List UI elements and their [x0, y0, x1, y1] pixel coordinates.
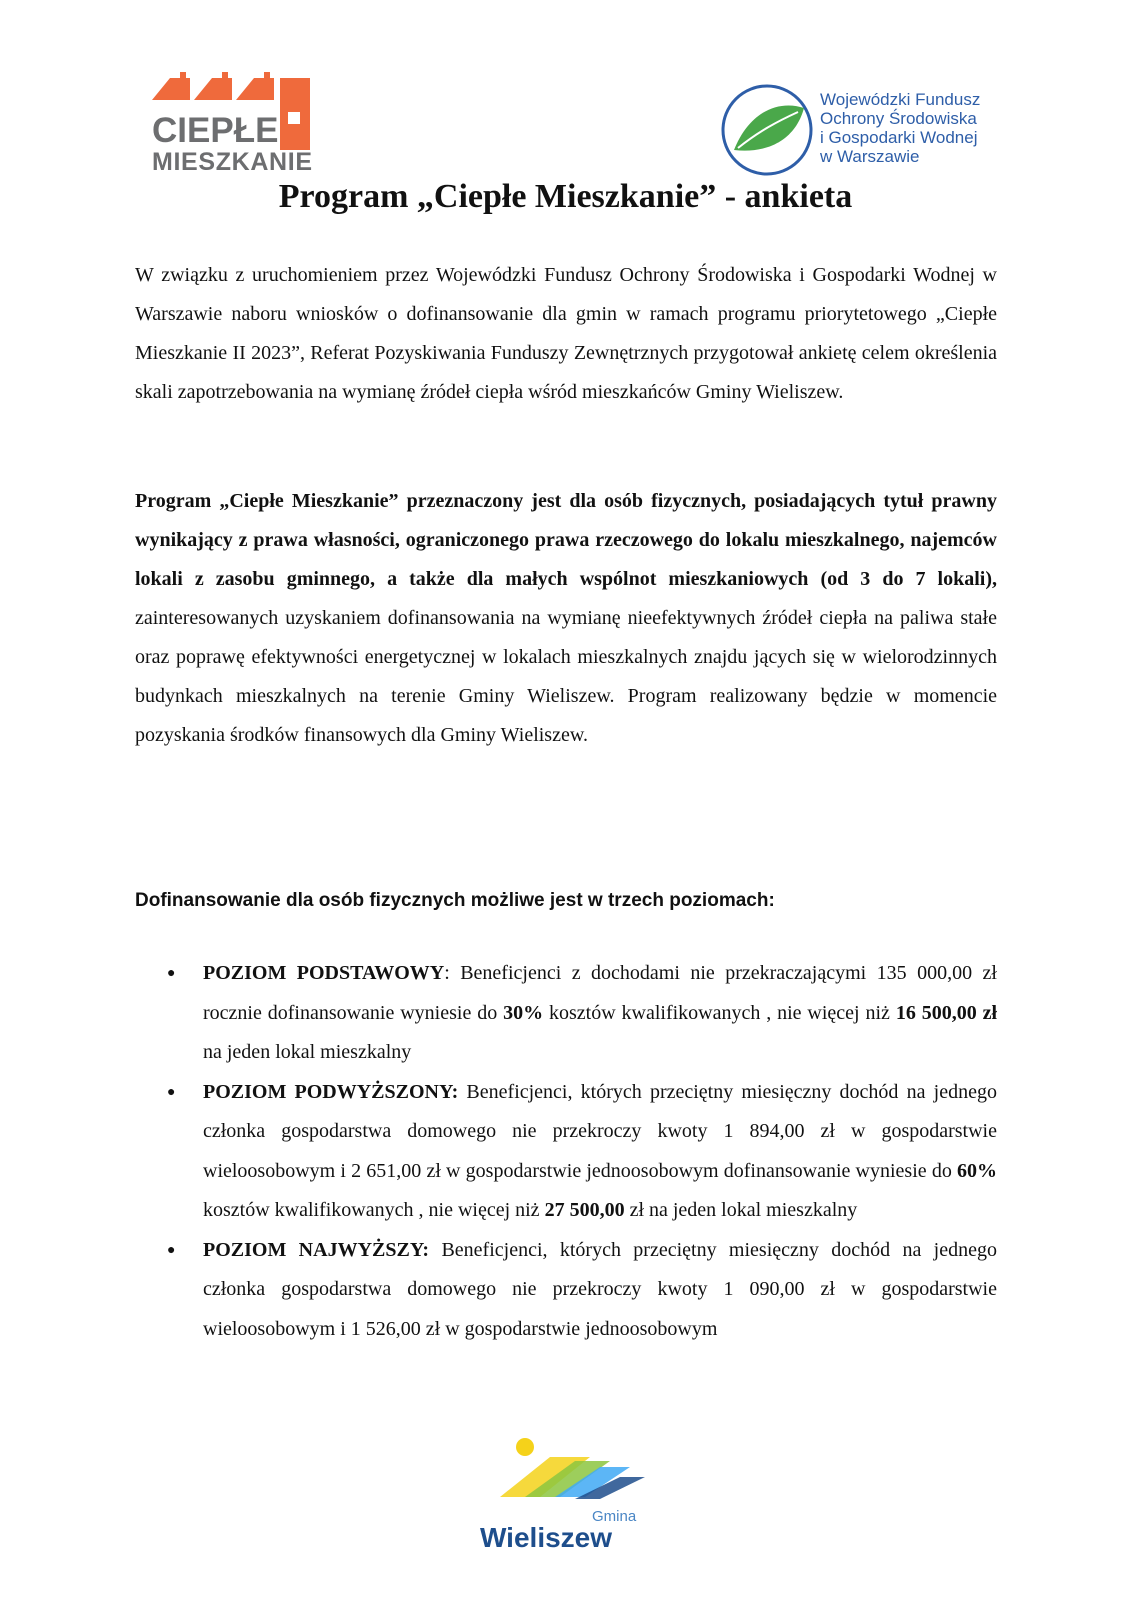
- cieple-mieszkanie-logo: [150, 60, 330, 180]
- logo-line2: MIESZKANIE: [152, 148, 312, 176]
- levels-heading: Dofinansowanie dla osób fizycznych możliwe jest w trzech poziomach:: [135, 890, 775, 911]
- wfosigw-logo: [720, 80, 1010, 180]
- gmina-label: Gmina: [592, 1508, 637, 1525]
- gmina-wieliszew-logo: [480, 1435, 660, 1550]
- level-percent: 60%: [957, 1159, 997, 1182]
- wfos-line-1: Wojewódzki Fundusz: [820, 90, 981, 109]
- intro-paragraph: W związku z uruchomieniem przez Wojewódzki Fundusz Ochrony Środowiska i Gospodarki Wodnej w Warszawie naboru wniosków o dofinansowanie dla gmin w ramach programu priorytetowego „Ciepłe Mieszkanie II 2023”, Referat Pozyskiwania Funduszy Zewnętrznych przygotował ankietę celem określenia skali zapotrzebowania na wymianę źródeł ciepła wśród mieszkańców Gminy Wieliszew.: [135, 264, 997, 403]
- level-text: zł na jeden lokal mieszkalny: [624, 1199, 858, 1221]
- level-amount: 27 500,00: [544, 1199, 625, 1221]
- page-title: Program „Ciepłe Mieszkanie” - ankieta: [278, 178, 853, 215]
- leaf-circle-icon: [723, 86, 811, 174]
- level-amount: 16 500,00 zł: [895, 1001, 998, 1024]
- wfos-line-2: Ochrony Środowiska: [820, 109, 977, 128]
- wieliszew-label: Wieliszew: [480, 1522, 613, 1550]
- list-item: [135, 1073, 997, 1231]
- level-text: Beneficjenci, których przeciętny miesięczny dochód na jednego członka gospodarstwa domowego nie przekroczy kwoty 1 090,00 zł w gospodarstwie wieloosobowym i 1 526,00 zł w gospodarstwie jednoosobowym: [203, 1238, 997, 1340]
- sun-stripes-icon: [500, 1438, 645, 1499]
- level-text: : Beneficjenci z dochodami nie przekraczającymi 135 000,00 zł rocznie dofinansowanie wyniesie do: [203, 962, 997, 1024]
- wfos-line-3: i Gospodarki Wodnej: [820, 128, 978, 147]
- level-text: kosztów kwalifikowanych , nie więcej niż: [203, 1199, 545, 1221]
- level-text: Beneficjenci, których przeciętny miesięczny dochód na jednego członka gospodarstwa domowego nie przekroczy kwoty 1 894,00 zł w gospodarstwie wieloosobowym i 2 651,00 zł w gospodarstwie jednoosobowym dofinansowanie wyniesie do: [203, 1080, 997, 1182]
- level-text: na jeden lokal mieszkalny: [203, 1041, 412, 1063]
- list-item: [135, 954, 997, 1073]
- levels-list: [135, 954, 997, 1349]
- level-percent: 30%: [503, 1001, 544, 1024]
- program-bold-text: Program „Ciepłe Mieszkanie” przeznaczony jest dla osób fizycznych, posiadających tytuł prawny wynikający z prawa własności, ograniczonego prawa rzeczowego do lokalu mieszkalnego, najemców lokali z zasobu gminnego, a także dla małych wspólnot mieszkaniowych (od 3 do 7 lokali),: [135, 490, 997, 590]
- program-paragraph: [135, 482, 997, 755]
- level-name: POZIOM PODSTAWOWY: [203, 962, 445, 984]
- list-item: [135, 1231, 997, 1350]
- wfos-line-4: w Warszawie: [820, 147, 920, 166]
- bullet-icon: ●: [167, 966, 176, 981]
- level-name: POZIOM PODWYŻSZONY:: [203, 1080, 459, 1103]
- logo-line1: CIEPŁE: [152, 111, 279, 150]
- program-rest-text: zainteresowanych uzyskaniem dofinansowania na wymianę nieefektywnych źródeł ciepła na paliwa stałe oraz poprawę efektywności energetycznej w lokalach mieszkalnych znajdu jących się w wielorodzinnych budynkach mieszkalnych na terenie Gminy Wieliszew. Program realizowany będzie w momencie pozyskania środków finansowych dla Gminy Wieliszew.: [135, 607, 997, 746]
- bullet-icon: ●: [167, 1084, 176, 1100]
- level-name: POZIOM NAJWYŻSZY:: [203, 1238, 430, 1261]
- bullet-icon: ●: [167, 1242, 176, 1258]
- level-text: kosztów kwalifikowanych , nie więcej niż: [543, 1001, 896, 1024]
